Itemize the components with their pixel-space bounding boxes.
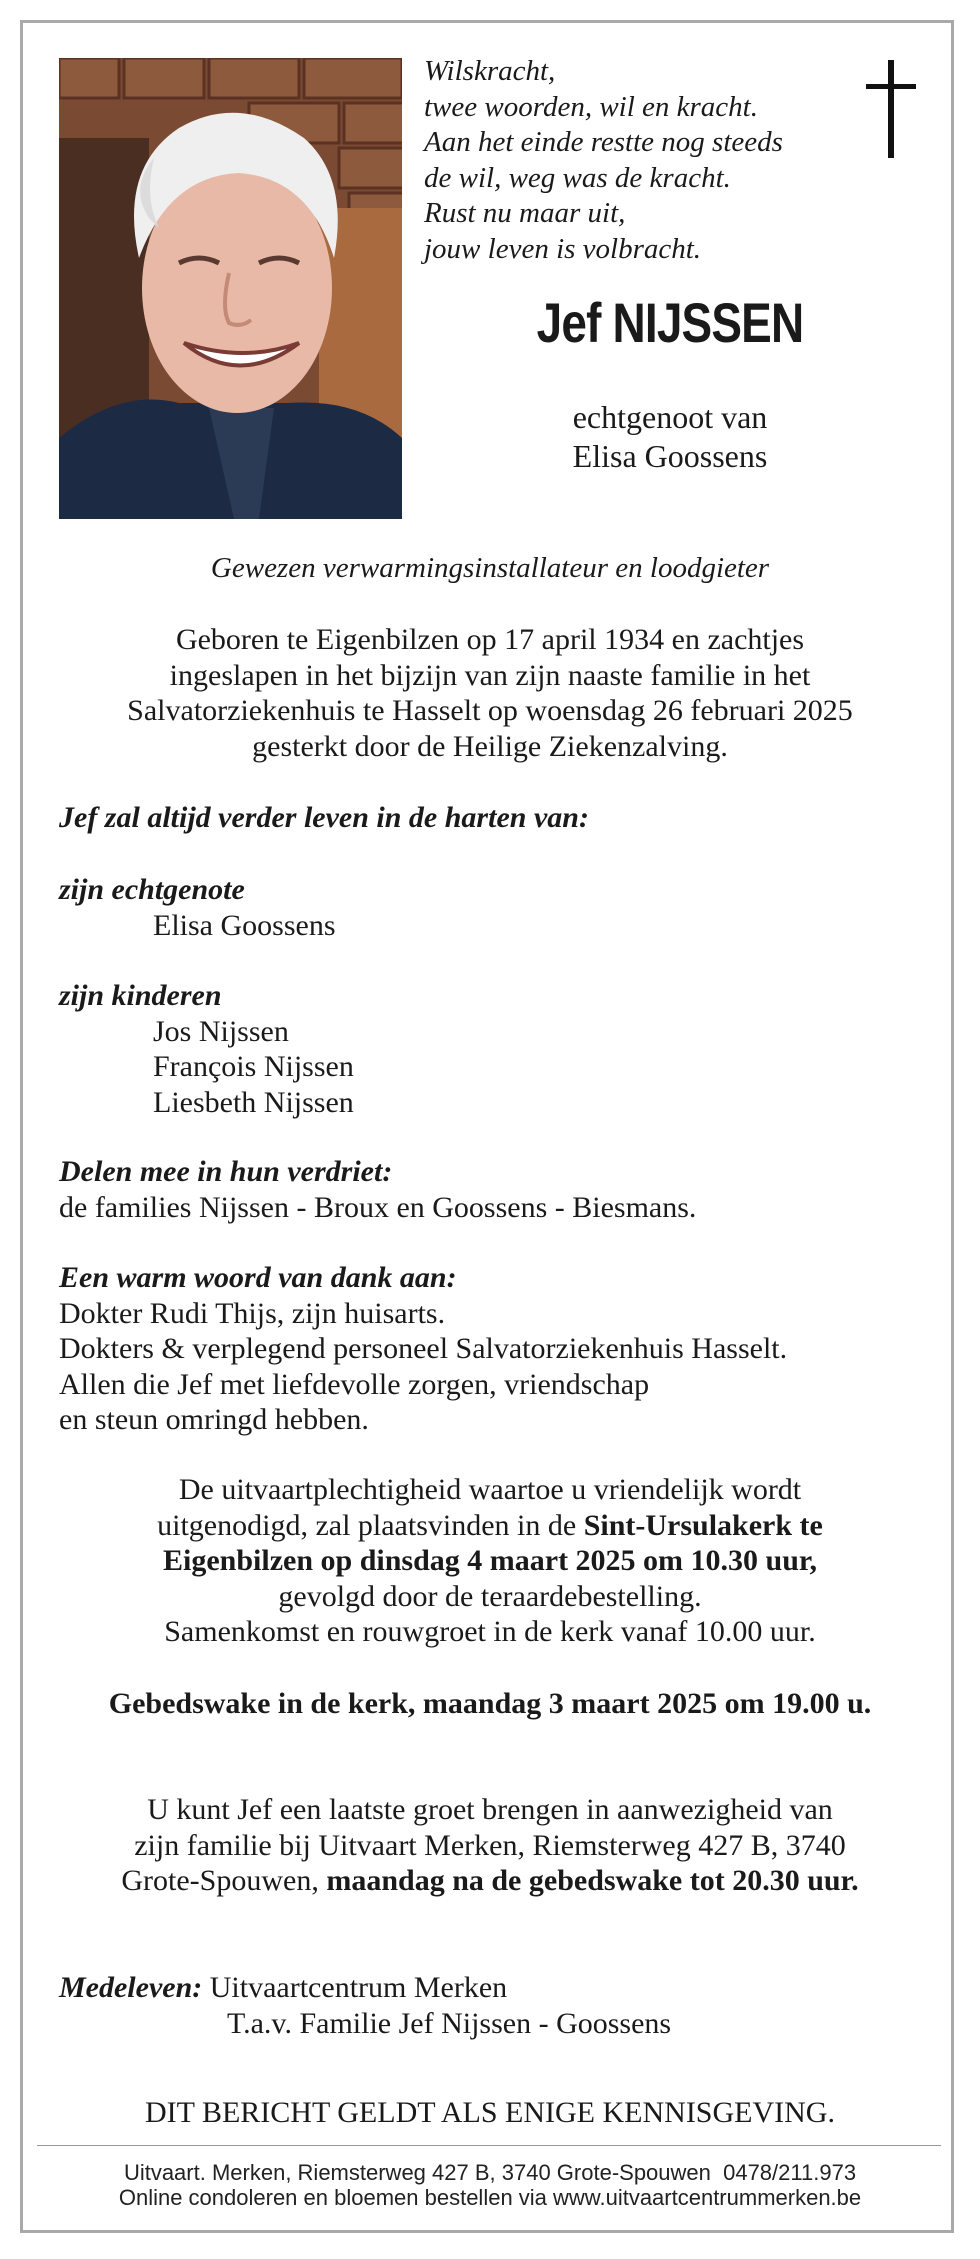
farewell-line <box>40 1863 940 1899</box>
spouse-name: Elisa Goossens <box>572 438 768 474</box>
text-line: gesterkt door de Heilige Ziekenzalving. <box>252 729 728 763</box>
church-name: Sint-Ursulakerk te <box>583 1508 823 1542</box>
text-line: Salvatorziekenhuis te Hasselt op woensdag 26 februari 2025 <box>127 694 853 727</box>
text-line: ingeslapen in het bijzijn van zijn naaste familie in het <box>169 658 811 692</box>
poem-line: de wil, weg was de kracht. <box>424 161 731 194</box>
poem <box>424 54 783 267</box>
spouse-block <box>420 398 920 476</box>
vigil-text: Gebedswake in de kerk, maandag 3 maart 2025 om 19.00 u. <box>108 1687 872 1720</box>
funeral-date: Eigenbilzen op dinsdag 4 maart 2025 om 10.30 uur, <box>163 1544 817 1577</box>
condolence-line: T.a.v. Familie Jef Nijssen - Goossens <box>227 2006 672 2040</box>
portrait-photo <box>59 58 402 519</box>
child-name: Liesbeth Nijssen <box>153 1085 354 1119</box>
condolence-line <box>59 1970 671 2006</box>
thanks-line: Allen die Jef met liefdevolle zorgen, vriendschap <box>59 1367 650 1401</box>
poem-line: twee woorden, wil en kracht. <box>424 90 758 123</box>
farewell-line-part: Grote-Spouwen, <box>121 1864 327 1897</box>
wife-label: zijn echtgenote <box>59 873 245 906</box>
sorrow-text: de families Nijssen - Broux en Goossens - Biesmans. <box>59 1190 697 1224</box>
farewell-section <box>40 1792 940 1899</box>
text-line: Geboren te Eigenbilzen op 17 april 1934 en zachtjes <box>175 623 805 656</box>
sorrow-label: Delen mee in hun verdriet: <box>59 1155 393 1188</box>
hearts-heading: Jef zal altijd verder leven in de harten van: <box>59 801 589 834</box>
condolence-section <box>59 1970 671 2041</box>
cross-icon <box>862 60 922 160</box>
poem-line: Wilskracht, <box>424 55 556 87</box>
child-name: Jos Nijssen <box>153 1014 289 1048</box>
relation-text: echtgenoot van <box>572 399 768 435</box>
funeral-line-part: uitgenodigd, zal plaatsvinden in de <box>157 1508 584 1542</box>
footer <box>40 2160 940 2210</box>
footer-line: Uitvaart. Merken, Riemsterweg 427 B, 3740 Grote-Spouwen 0478/211.973 <box>123 2160 857 2185</box>
funeral-line: gevolgd door de teraardebestelling. <box>278 1579 702 1613</box>
children-section <box>59 978 354 1120</box>
notice-text: DIT BERICHT GELDT ALS ENIGE KENNISGEVING. <box>145 2096 835 2129</box>
farewell-time: maandag na de gebedswake tot 20.30 uur. <box>326 1864 859 1897</box>
wife-section <box>59 872 336 943</box>
footer-line: Online condoleren en bloemen bestellen via www.uitvaartcentrummerken.be <box>118 2185 862 2210</box>
children-label: zijn kinderen <box>59 979 222 1012</box>
condolence-recipient: Uitvaartcentrum Merken <box>202 1971 508 2004</box>
child-name: François Nijssen <box>153 1050 354 1083</box>
birth-death-text <box>40 622 940 764</box>
wife-name: Elisa Goossens <box>153 908 336 942</box>
poem-line: Rust nu maar uit, <box>424 197 626 229</box>
thanks-line: en steun omringd hebben. <box>59 1403 369 1436</box>
thanks-line: Dokter Rudi Thijs, zijn huisarts. <box>59 1296 446 1330</box>
funeral-line <box>40 1508 940 1544</box>
farewell-line: zijn familie bij Uitvaart Merken, Riemsterweg 427 B, 3740 <box>134 1828 846 1862</box>
farewell-line: U kunt Jef een laatste groet brengen in aanwezigheid van <box>147 1793 833 1826</box>
poem-line: Aan het einde restte nog steeds <box>424 126 783 158</box>
funeral-line: Samenkomst en rouwgroet in de kerk vanaf 10.00 uur. <box>164 1615 816 1648</box>
funeral-line: De uitvaartplechtigheid waartoe u vriendelijk wordt <box>178 1473 802 1506</box>
thanks-line: Dokters & verplegend personeel Salvatorziekenhuis Hasselt. <box>59 1332 788 1365</box>
deceased-name: Jef NIJSSEN <box>536 291 804 354</box>
occupation: Gewezen verwarmingsinstallateur en loodgieter <box>210 552 770 584</box>
thanks-section <box>59 1260 787 1438</box>
footer-divider <box>37 2145 941 2146</box>
thanks-label: Een warm woord van dank aan: <box>59 1261 457 1294</box>
poem-line: jouw leven is volbracht. <box>424 232 702 265</box>
funeral-section <box>40 1472 940 1650</box>
condolence-label: Medeleven: <box>59 1971 203 2004</box>
sorrow-section <box>59 1154 696 1225</box>
